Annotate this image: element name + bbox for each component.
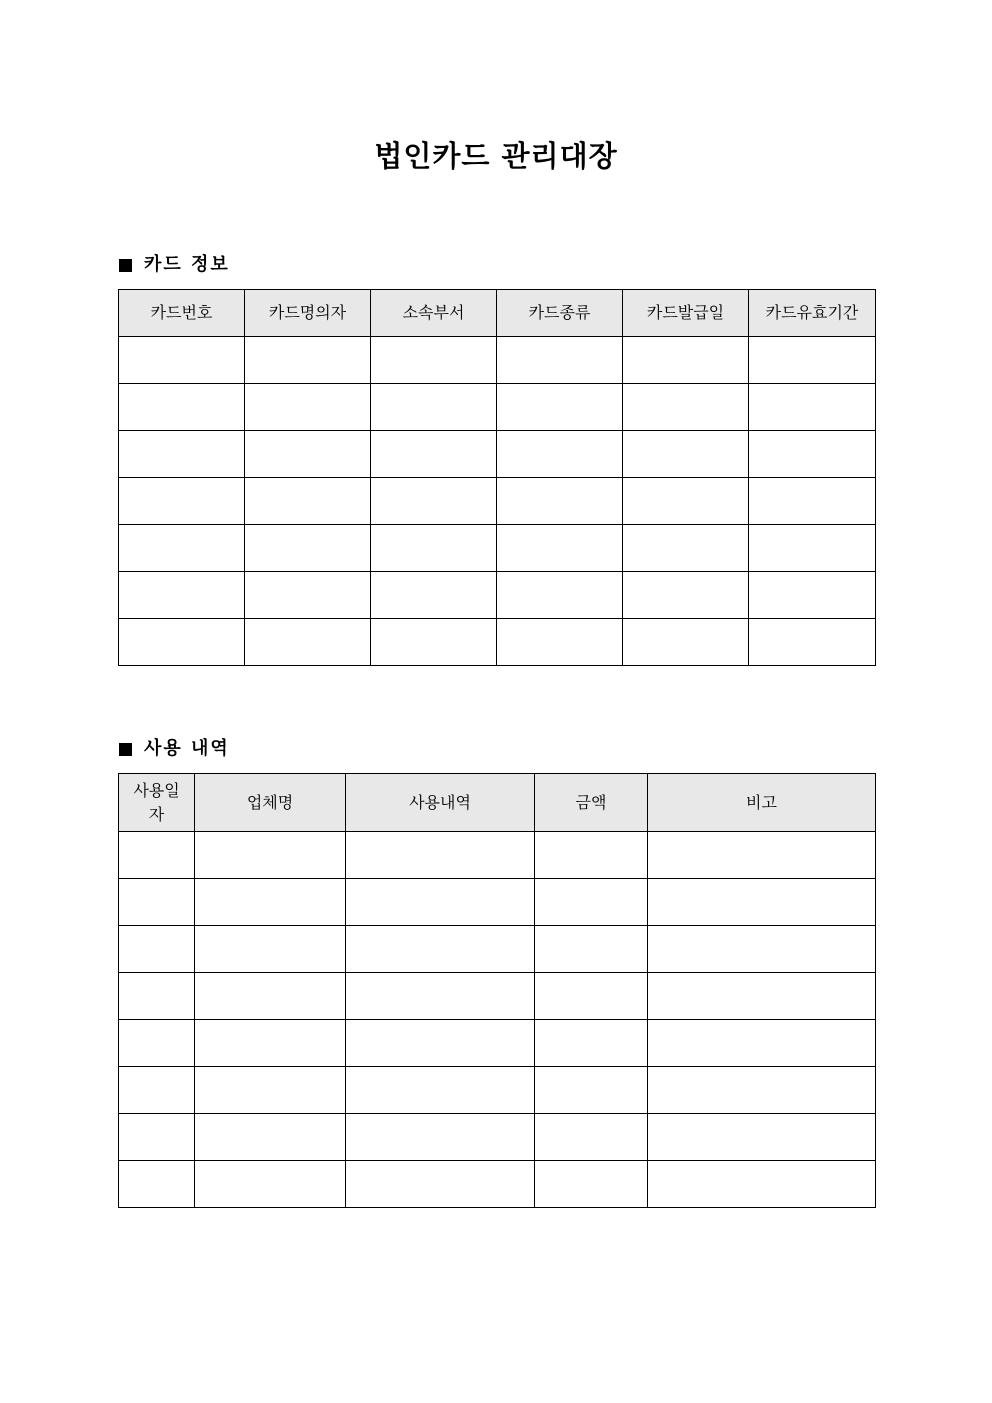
column-header-amount: 금액 xyxy=(535,774,648,832)
column-header-issue-date: 카드발급일 xyxy=(623,290,749,337)
table-row xyxy=(119,337,876,384)
table-header-row xyxy=(119,290,876,337)
table-cell[interactable] xyxy=(535,1067,648,1114)
table-cell[interactable] xyxy=(245,525,371,572)
table-cell[interactable] xyxy=(119,619,245,666)
table-cell[interactable] xyxy=(346,1161,535,1208)
table-cell[interactable] xyxy=(497,619,623,666)
table-cell[interactable] xyxy=(648,973,876,1020)
table-cell[interactable] xyxy=(195,1067,346,1114)
card-info-table xyxy=(118,289,876,666)
table-cell[interactable] xyxy=(195,879,346,926)
column-header-card-number: 카드번호 xyxy=(119,290,245,337)
table-cell[interactable] xyxy=(245,337,371,384)
table-row xyxy=(119,572,876,619)
table-row xyxy=(119,1114,876,1161)
table-cell[interactable] xyxy=(623,431,749,478)
table-cell[interactable] xyxy=(346,832,535,879)
table-row xyxy=(119,832,876,879)
table-cell[interactable] xyxy=(245,431,371,478)
table-cell[interactable] xyxy=(371,572,497,619)
table-row xyxy=(119,926,876,973)
column-header-vendor: 업체명 xyxy=(195,774,346,832)
table-cell[interactable] xyxy=(371,525,497,572)
table-cell[interactable] xyxy=(346,1020,535,1067)
table-cell[interactable] xyxy=(749,337,876,384)
table-cell[interactable] xyxy=(245,384,371,431)
column-header-department: 소속부서 xyxy=(371,290,497,337)
column-header-note: 비고 xyxy=(648,774,876,832)
table-cell[interactable] xyxy=(346,926,535,973)
table-row xyxy=(119,1067,876,1114)
table-cell[interactable] xyxy=(623,525,749,572)
table-cell[interactable] xyxy=(119,572,245,619)
table-cell[interactable] xyxy=(195,1114,346,1161)
table-cell[interactable] xyxy=(119,1114,195,1161)
table-cell[interactable] xyxy=(497,478,623,525)
table-cell[interactable] xyxy=(195,1161,346,1208)
table-row xyxy=(119,478,876,525)
column-header-description: 사용내역 xyxy=(346,774,535,832)
table-row xyxy=(119,1161,876,1208)
table-cell[interactable] xyxy=(497,431,623,478)
table-cell[interactable] xyxy=(535,973,648,1020)
table-cell[interactable] xyxy=(195,1020,346,1067)
table-cell[interactable] xyxy=(497,525,623,572)
table-cell[interactable] xyxy=(749,431,876,478)
table-cell[interactable] xyxy=(749,478,876,525)
table-cell[interactable] xyxy=(346,1067,535,1114)
table-cell[interactable] xyxy=(119,525,245,572)
table-cell[interactable] xyxy=(648,1067,876,1114)
table-cell[interactable] xyxy=(245,619,371,666)
table-cell[interactable] xyxy=(119,337,245,384)
table-cell[interactable] xyxy=(535,832,648,879)
table-cell[interactable] xyxy=(119,1020,195,1067)
table-header-row xyxy=(119,774,876,832)
column-header-card-holder: 카드명의자 xyxy=(245,290,371,337)
table-cell[interactable] xyxy=(371,478,497,525)
table-cell[interactable] xyxy=(648,879,876,926)
table-cell[interactable] xyxy=(371,384,497,431)
table-cell[interactable] xyxy=(623,478,749,525)
table-cell[interactable] xyxy=(245,478,371,525)
table-row xyxy=(119,879,876,926)
table-cell[interactable] xyxy=(346,1114,535,1161)
table-cell[interactable] xyxy=(119,926,195,973)
table-cell[interactable] xyxy=(497,384,623,431)
table-cell[interactable] xyxy=(371,431,497,478)
table-cell[interactable] xyxy=(119,431,245,478)
table-cell[interactable] xyxy=(535,926,648,973)
table-cell[interactable] xyxy=(623,337,749,384)
section-heading-usage xyxy=(119,737,230,761)
column-header-expiry: 카드유효기간 xyxy=(749,290,876,337)
table-cell[interactable] xyxy=(535,1020,648,1067)
table-cell[interactable] xyxy=(749,572,876,619)
table-cell[interactable] xyxy=(648,926,876,973)
table-row xyxy=(119,973,876,1020)
table-cell[interactable] xyxy=(623,619,749,666)
table-cell[interactable] xyxy=(371,619,497,666)
table-cell[interactable] xyxy=(648,1161,876,1208)
table-cell[interactable] xyxy=(119,1161,195,1208)
table-cell[interactable] xyxy=(749,525,876,572)
table-cell[interactable] xyxy=(346,973,535,1020)
section-heading-card-info xyxy=(119,253,230,277)
table-row xyxy=(119,431,876,478)
table-row xyxy=(119,525,876,572)
table-cell[interactable] xyxy=(648,1114,876,1161)
table-cell[interactable] xyxy=(623,572,749,619)
table-cell[interactable] xyxy=(648,1020,876,1067)
table-cell[interactable] xyxy=(535,1114,648,1161)
column-header-card-type: 카드종류 xyxy=(497,290,623,337)
table-cell[interactable] xyxy=(648,832,876,879)
square-bullet-icon xyxy=(119,259,132,272)
table-cell[interactable] xyxy=(535,1161,648,1208)
table-cell[interactable] xyxy=(245,572,371,619)
table-row xyxy=(119,1020,876,1067)
table-cell[interactable] xyxy=(749,384,876,431)
section-heading-label: 카드 정보 xyxy=(144,254,230,275)
table-cell[interactable] xyxy=(119,1067,195,1114)
table-cell[interactable] xyxy=(195,926,346,973)
table-cell[interactable] xyxy=(497,572,623,619)
table-cell[interactable] xyxy=(535,879,648,926)
section-heading-label: 사용 내역 xyxy=(144,738,230,759)
table-cell[interactable] xyxy=(371,337,497,384)
table-cell[interactable] xyxy=(119,832,195,879)
table-cell[interactable] xyxy=(749,619,876,666)
table-cell[interactable] xyxy=(623,384,749,431)
table-row xyxy=(119,384,876,431)
table-row xyxy=(119,619,876,666)
table-cell[interactable] xyxy=(195,832,346,879)
square-bullet-icon xyxy=(119,743,132,756)
document-title: 법인카드 관리대장 xyxy=(374,139,618,173)
table-cell[interactable] xyxy=(195,973,346,1020)
usage-table xyxy=(118,773,876,1208)
table-cell[interactable] xyxy=(119,879,195,926)
column-header-date: 사용일자 xyxy=(119,774,195,832)
table-cell[interactable] xyxy=(119,973,195,1020)
table-cell[interactable] xyxy=(346,879,535,926)
table-cell[interactable] xyxy=(119,478,245,525)
table-cell[interactable] xyxy=(119,384,245,431)
table-cell[interactable] xyxy=(497,337,623,384)
